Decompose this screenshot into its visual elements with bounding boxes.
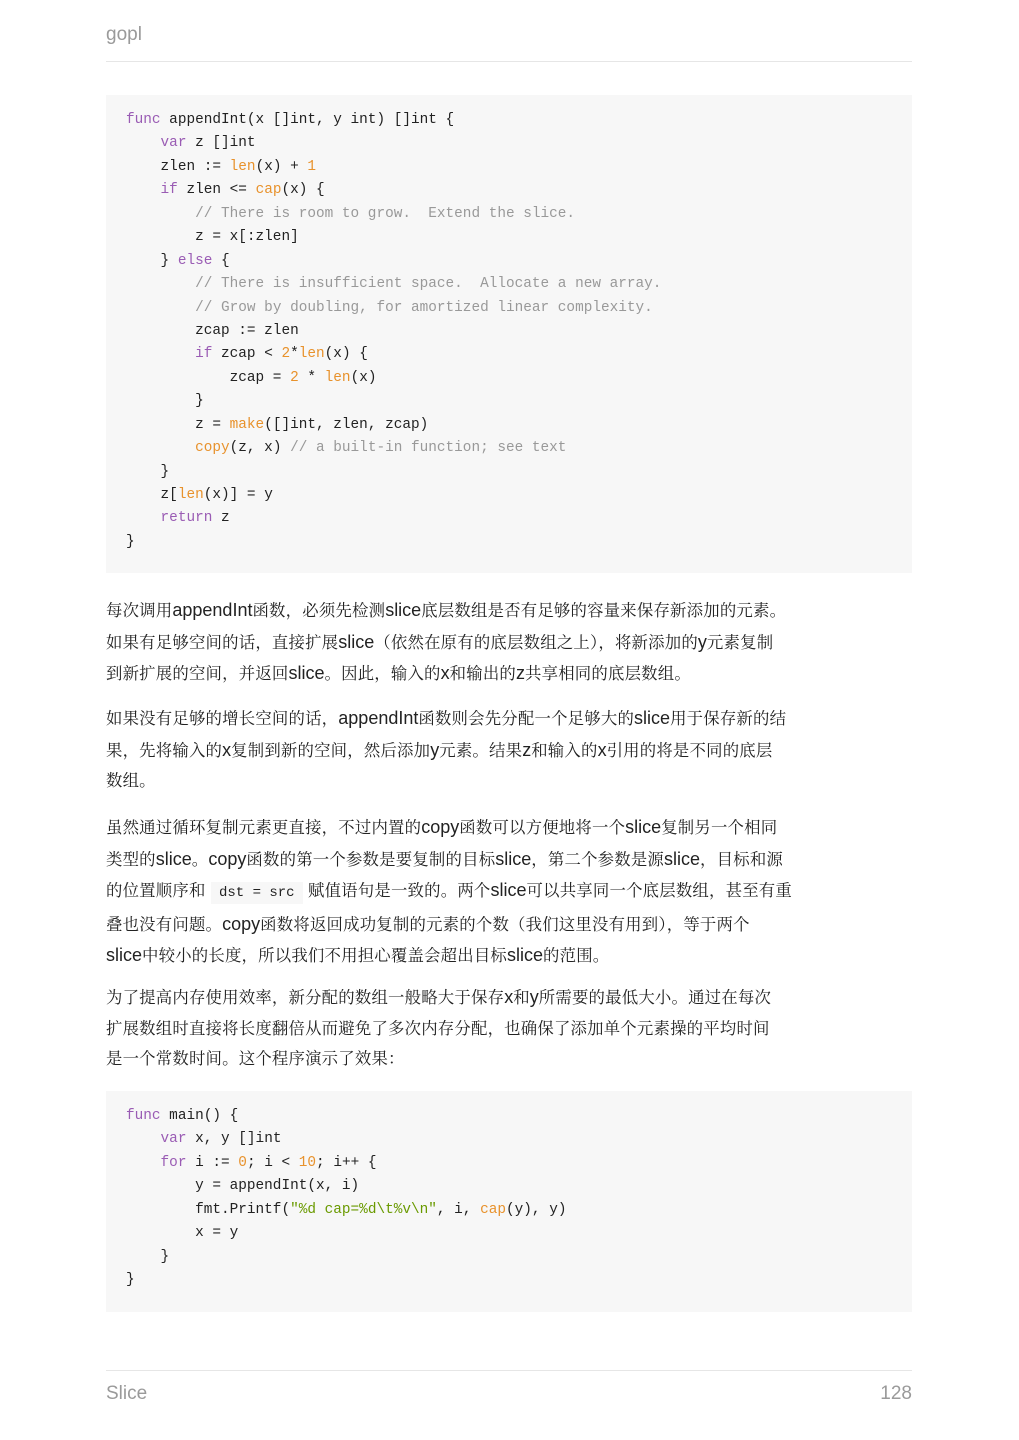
code-token: 0	[238, 1154, 247, 1171]
text-run: x	[504, 987, 514, 1007]
text-run: slice	[507, 945, 544, 965]
text-run: 复制另一个相同	[661, 818, 778, 837]
code-token: (x) {	[324, 346, 368, 363]
code-token: (z, x)	[229, 440, 291, 457]
text-line	[106, 595, 912, 627]
text-line	[106, 703, 912, 735]
code-line	[126, 109, 892, 132]
code-token: *	[290, 346, 299, 363]
code-token	[126, 346, 195, 362]
text-run: y	[529, 987, 539, 1007]
code-token: main() {	[160, 1108, 239, 1124]
text-run: slice	[106, 945, 143, 965]
text-run: 。	[191, 849, 209, 869]
code-token: len	[324, 369, 351, 386]
code-token: fmt.Printf(	[126, 1201, 291, 1218]
text-run: 如果没有足够的增长空间的话，	[106, 709, 339, 728]
text-run: 共享相同的底层数组。	[525, 664, 691, 683]
code-line	[126, 203, 892, 226]
code-token: // There is insufficient space. Allocate a new array.	[195, 276, 662, 293]
code-token: z []int	[186, 135, 256, 152]
code-token: (y), y)	[506, 1201, 567, 1218]
code-token: }	[126, 1272, 135, 1289]
code-token: return	[160, 510, 213, 527]
code-token: ; i++ {	[316, 1154, 377, 1171]
code-token: i :=	[186, 1154, 239, 1171]
code-token: func	[126, 1108, 161, 1124]
text-run: 每次调用	[106, 601, 173, 620]
text-run: y	[697, 631, 707, 652]
text-run: copy	[208, 848, 247, 869]
text-run: 数组。	[106, 771, 156, 790]
text-run: copy	[222, 913, 261, 934]
text-run: slice	[625, 817, 662, 837]
text-run: 函数可以方便地将一个	[459, 818, 626, 837]
text-run: 叠也没有问题。	[106, 914, 223, 934]
code-token: len	[298, 346, 325, 363]
text-run: 和输入的	[531, 740, 598, 760]
code-token: }	[126, 393, 204, 410]
code-line	[126, 226, 892, 249]
text-run: 底层数组是否有足够的容量来保存新添加的元素。	[421, 601, 787, 620]
code-token: appendInt(x []int, y int) []int {	[160, 112, 455, 128]
text-run: x	[597, 739, 607, 760]
code-token	[126, 1131, 161, 1147]
code-line	[126, 1152, 892, 1175]
code-token	[126, 1155, 161, 1171]
code-token: z = x[:zlen]	[126, 229, 299, 246]
text-line	[106, 627, 912, 659]
paragraph-2	[106, 703, 912, 797]
code-line	[126, 132, 892, 155]
code-token: (x) {	[281, 182, 325, 199]
text-run: 函数将返回成功复制的元素的个数（我们这里没有用到），等于两个	[260, 914, 750, 934]
text-run: x	[222, 739, 232, 760]
code-line	[126, 1175, 892, 1198]
text-run: 是一个常数时间。这个程序演示了效果：	[106, 1049, 405, 1068]
book-title: gopl	[106, 24, 142, 45]
text-run: slice	[664, 848, 701, 869]
text-run: ，第二个参数是源	[531, 849, 665, 869]
text-run: slice	[385, 600, 422, 620]
text-run: slice	[155, 848, 192, 869]
code-token: make	[229, 416, 265, 433]
code-token	[126, 182, 161, 198]
code-token: x = y	[126, 1225, 239, 1242]
code-token: }	[126, 533, 135, 550]
code-token	[126, 510, 161, 526]
code-token	[126, 300, 195, 316]
paragraph-4	[106, 982, 912, 1075]
text-run: 中较小的长度，所以我们不用担心覆盖会超出目标	[142, 946, 508, 965]
text-run: 引用的将是不同的底层	[606, 740, 773, 760]
text-run: slice	[490, 880, 527, 900]
code-token: zcap <	[212, 346, 282, 363]
text-run: z	[516, 663, 526, 683]
code-token: (x)	[350, 369, 377, 386]
code-line	[126, 1128, 892, 1151]
text-run: slice	[634, 708, 671, 728]
code-line	[126, 1105, 892, 1128]
text-line	[106, 940, 912, 972]
code-token: 2	[290, 369, 299, 386]
code-token: else	[177, 252, 213, 269]
text-run: slice	[338, 631, 375, 652]
page-footer	[106, 1370, 912, 1417]
code-block-main	[106, 1091, 912, 1312]
code-token: 10	[298, 1154, 317, 1171]
text-run: 虽然通过循环复制元素更直接，不过内置的	[106, 818, 422, 837]
text-line	[106, 766, 912, 797]
code-token: for	[160, 1154, 187, 1171]
code-token: y = appendInt(x, i)	[126, 1178, 360, 1195]
code-token	[126, 135, 161, 151]
text-run: 到新扩展的空间，并返回	[106, 664, 289, 683]
code-token: var	[160, 1131, 187, 1148]
text-run: 元素复制	[706, 632, 774, 652]
code-token: if	[160, 182, 178, 199]
text-line	[106, 735, 912, 767]
code-line	[126, 414, 892, 437]
code-line	[126, 250, 892, 273]
code-line	[126, 320, 892, 343]
code-line	[126, 1222, 892, 1245]
text-line	[106, 875, 912, 909]
text-run: z	[522, 739, 532, 760]
text-run: x	[440, 663, 450, 683]
text-line	[106, 1044, 912, 1075]
text-run: 函数的第一个参数是要复制的目标	[246, 849, 496, 869]
code-line	[126, 531, 892, 554]
text-run: 的范围。	[543, 946, 610, 965]
code-line	[126, 367, 892, 390]
code-token	[126, 440, 195, 456]
code-line	[126, 461, 892, 484]
code-line	[126, 390, 892, 413]
text-run: slice	[495, 848, 532, 869]
code-token: (x)] = y	[203, 487, 273, 503]
text-line	[106, 982, 912, 1014]
page-number: 128	[880, 1383, 912, 1404]
code-token: }	[126, 252, 178, 269]
code-line	[126, 1246, 892, 1269]
paragraph-3	[106, 812, 912, 972]
inline-code: dst = src	[211, 882, 303, 904]
text-line	[106, 658, 912, 690]
code-token	[126, 276, 195, 292]
code-line	[126, 437, 892, 460]
code-token: len	[229, 158, 256, 175]
code-token: if	[195, 346, 213, 363]
code-line	[126, 297, 892, 320]
code-line	[126, 343, 892, 366]
code-token: 2	[281, 346, 291, 363]
text-line	[106, 1014, 912, 1045]
text-run: （依然在原有的底层数组之上），将新添加的	[374, 632, 698, 652]
code-token: 1	[307, 158, 317, 175]
code-token: ([]int, zlen, zcap)	[264, 416, 429, 433]
code-token: zlen :=	[126, 158, 230, 175]
code-token: "%d cap=%d\t%v\n"	[290, 1201, 437, 1218]
text-run: 果，先将输入的	[106, 740, 223, 760]
code-token: x, y []int	[186, 1131, 282, 1148]
text-run: 。因此，输入的	[324, 664, 441, 683]
code-token: {	[212, 252, 230, 269]
code-line	[126, 1269, 892, 1292]
text-run: 类型的	[106, 849, 156, 869]
code-token: var	[160, 135, 187, 152]
code-token	[126, 206, 195, 222]
text-run: 函数，必须先检测	[252, 601, 386, 620]
text-run: 函数则会先分配一个足够大的	[418, 709, 635, 728]
code-block-append-int	[106, 95, 912, 573]
text-run: 赋值语句是一致的。两个	[302, 881, 491, 900]
code-token: z[	[126, 487, 178, 503]
text-run: slice	[288, 663, 325, 683]
code-token: // There is room to grow. Extend the slice.	[195, 205, 576, 222]
text-run: 复制到新的空间，然后添加	[231, 740, 431, 760]
text-line	[106, 844, 912, 876]
code-token: (x) +	[255, 158, 308, 175]
code-token: }	[126, 1248, 170, 1265]
text-run: ，目标和源	[700, 849, 783, 869]
code-token: ; i <	[246, 1154, 299, 1171]
text-run: appendInt	[338, 708, 419, 728]
code-line	[126, 1199, 892, 1222]
code-token: z	[212, 510, 230, 527]
code-token: // Grow by doubling, for amortized linear complexity.	[195, 299, 653, 316]
text-line	[106, 812, 912, 844]
paragraph-1	[106, 595, 912, 690]
text-run: copy	[421, 817, 460, 837]
code-token: zlen <=	[177, 182, 256, 199]
text-run: 用于保存新的结	[670, 709, 787, 728]
code-token: // a built-in function; see text	[290, 440, 567, 457]
code-token: zcap := zlen	[126, 322, 299, 339]
code-token: , i,	[436, 1201, 481, 1218]
text-run: appendInt	[172, 600, 253, 620]
code-token: *	[298, 369, 325, 386]
code-token: len	[177, 487, 204, 503]
code-line	[126, 179, 892, 202]
code-token: cap	[480, 1201, 507, 1218]
code-token: zcap =	[126, 369, 291, 386]
code-line	[126, 507, 892, 530]
text-run: 和输出的	[449, 664, 517, 683]
text-run: 所需要的最低大小。通过在每次	[538, 988, 772, 1007]
text-run: 扩展数组时直接将长度翻倍从而避免了多次内存分配，也确保了添加单个元素操的平均时间	[106, 1018, 770, 1038]
text-run: y	[430, 739, 440, 760]
code-line	[126, 156, 892, 179]
code-token: }	[126, 463, 170, 480]
text-run: 的位置顺序和	[106, 881, 211, 900]
text-run: 元素。结果	[439, 740, 523, 760]
code-line	[126, 484, 892, 507]
text-run: 为了提高内存使用效率，新分配的数组一般略大于保存	[106, 988, 505, 1007]
code-token: copy	[195, 440, 230, 457]
text-line	[106, 909, 912, 941]
chapter-name: Slice	[106, 1383, 148, 1404]
text-run: 如果有足够空间的话，直接扩展	[106, 632, 339, 652]
text-run: 可以共享同一个底层数组，甚至有重	[526, 881, 792, 900]
page-header	[106, 24, 912, 62]
code-line	[126, 273, 892, 296]
code-token: z =	[126, 416, 230, 433]
text-run: 和	[513, 988, 530, 1007]
code-token: func	[126, 112, 161, 128]
code-token: cap	[255, 182, 282, 199]
